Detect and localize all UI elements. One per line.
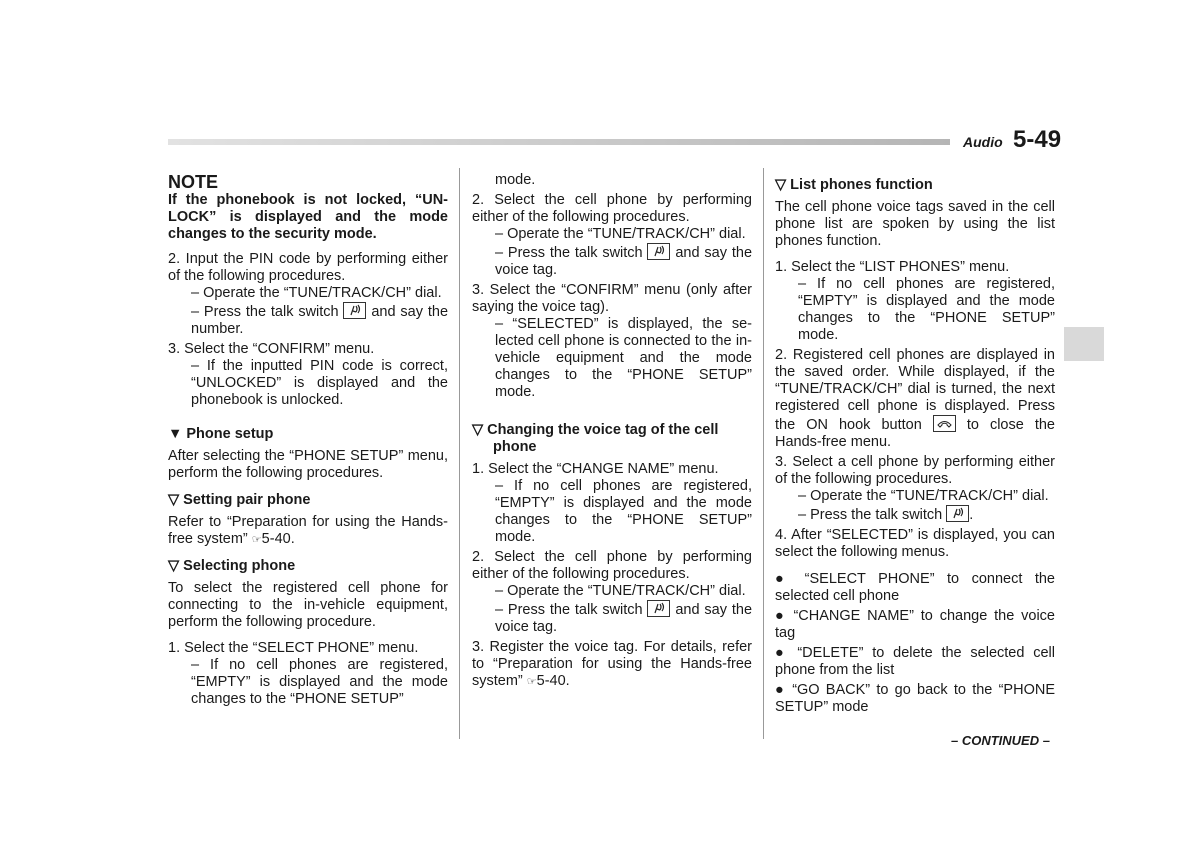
step-dash: – If no cell phones are registered, “EMPTY” is displayed and the mode changes to the “PHONE SETUP” [191, 657, 448, 707]
step-dash-text: and say the voice tag. [495, 602, 753, 635]
step-text: 3. Select the “CONFIRM” menu (only after saying the voice tag). [472, 282, 752, 315]
step-text: 1. Select the “SELECT PHONE” menu. [168, 640, 419, 656]
bullet-item: ● “GO BACK” to go back to the “PHONE SETUP” mode [775, 682, 1055, 715]
step-dash-text: – Press the talk switch [191, 304, 339, 320]
step-text-body: 2. Registered cell phones are displayed in the saved order. While displayed, if the “TUNE/TRACK/CH” dial is turned, the next registered cell phone is displayed. Press the ON hook button [775, 347, 1055, 433]
continued-label: – CONTINUED – [951, 733, 1050, 748]
step-dash-text: – Press the talk switch [798, 507, 943, 523]
column-1 [168, 172, 448, 708]
column-divider [459, 168, 460, 739]
continued-text: mode. [495, 172, 536, 188]
page-reference: 5-40. [536, 673, 570, 689]
subheading-changing-voice-tag: ▽ Changing the voice tag of the cell phone [472, 422, 719, 455]
step-dash: – “SELECTED” is displayed, the se-lected cell phone is connected to the in-vehicle equipment and the mode changes to the “PHONE SETUP” mode. [495, 316, 752, 400]
column-2 [472, 172, 752, 691]
step-text: 2. Select the cell phone by performing either of the following procedures. [472, 549, 752, 582]
talk-switch-icon [946, 505, 969, 522]
subheading-selecting-phone: ▽ Selecting phone [168, 558, 296, 574]
step-dash: – Operate the “TUNE/TRACK/CH” dial. [191, 285, 442, 301]
paragraph: After selecting the “PHONE SETUP” menu, perform the following procedures. [168, 448, 448, 481]
step-dash [775, 505, 1055, 524]
step-text [472, 639, 752, 691]
note-title: NOTE [168, 172, 219, 192]
reference-icon: ☞ [251, 534, 262, 546]
step-dash-text: . [969, 507, 974, 523]
reference-icon: ☞ [526, 676, 537, 688]
talk-switch-icon [647, 600, 670, 617]
on-hook-button-icon [933, 415, 956, 432]
section-title: Audio [963, 134, 1003, 150]
paragraph: To select the registered cell phone for connecting to the in-vehicle equipment, perform the following procedure. [168, 580, 448, 630]
talk-switch-icon [647, 243, 670, 260]
step-dash: – Operate the “TUNE/TRACK/CH” dial. [495, 226, 746, 242]
step-text: 3. Select a cell phone by performing either of the following procedures. [775, 454, 1055, 487]
step-text: 2. Select the cell phone by performing either of the following procedures. [472, 192, 752, 225]
page-number: 5-49 [1013, 126, 1062, 153]
step-dash [168, 302, 448, 338]
section-heading-phone-setup: ▼ Phone setup [168, 426, 274, 442]
page-reference: 5-40. [261, 531, 295, 547]
step-text: 1. Select the “LIST PHONES” menu. [775, 259, 1010, 275]
step-text [775, 347, 1055, 451]
step-dash: – If the inputted PIN code is correct, “UNLOCKED” is displayed and the phonebook is unlocked. [191, 358, 448, 408]
chapter-tab [1064, 327, 1104, 361]
step-text-body: to close the Hands-free menu. [775, 417, 1055, 450]
bullet-item: ● “SELECT PHONE” to connect the selected cell phone [775, 571, 1055, 604]
step-text: 1. Select the “CHANGE NAME” menu. [472, 461, 719, 477]
step-dash [472, 600, 752, 636]
step-dash: – If no cell phones are registered, “EMPTY” is displayed and the mode changes to the “PHONE SETUP” mode. [495, 478, 752, 545]
bullet-item: ● “CHANGE NAME” to change the voice tag [775, 608, 1055, 641]
bullet-item: ● “DELETE” to delete the selected cell phone from the list [775, 645, 1055, 678]
step-dash-text: and say the number. [191, 304, 449, 337]
note-text: If the phonebook is not locked, “UN-LOCK” is displayed and the mode changes to the security mode. [168, 192, 448, 242]
talk-switch-icon [343, 302, 366, 319]
paragraph: The cell phone voice tags saved in the cell phone list are spoken by using the list phones function. [775, 199, 1055, 249]
step-text: 4. After “SELECTED” is displayed, you can select the following menus. [775, 527, 1055, 560]
paragraph-text: Refer to “Preparation for using the Hands-free system” [168, 514, 448, 547]
step-dash-text: and say the voice tag. [495, 245, 753, 278]
step-dash: – Operate the “TUNE/TRACK/CH” dial. [495, 583, 746, 599]
step-dash: – Operate the “TUNE/TRACK/CH” dial. [798, 488, 1049, 504]
step-dash-text: – Press the talk switch [495, 602, 643, 618]
step-dash [472, 243, 752, 279]
step-text-body: 3. Register the voice tag. For details, refer to “Preparation for using the Hands-free system” [472, 639, 752, 689]
step-text: 2. Input the PIN code by performing either of the following procedures. [168, 251, 448, 284]
header-rule [168, 139, 950, 145]
step-dash: – If no cell phones are registered, “EMPTY” is displayed and the mode changes to the “PHONE SETUP” mode. [798, 276, 1055, 343]
step-text: 3. Select the “CONFIRM” menu. [168, 341, 375, 357]
step-dash-text: – Press the talk switch [495, 245, 643, 261]
column-3 [775, 172, 1055, 716]
subheading-list-phones: ▽ List phones function [775, 177, 933, 193]
column-divider [763, 168, 764, 739]
paragraph [168, 514, 448, 549]
subheading-setting-pair-phone: ▽ Setting pair phone [168, 492, 311, 508]
